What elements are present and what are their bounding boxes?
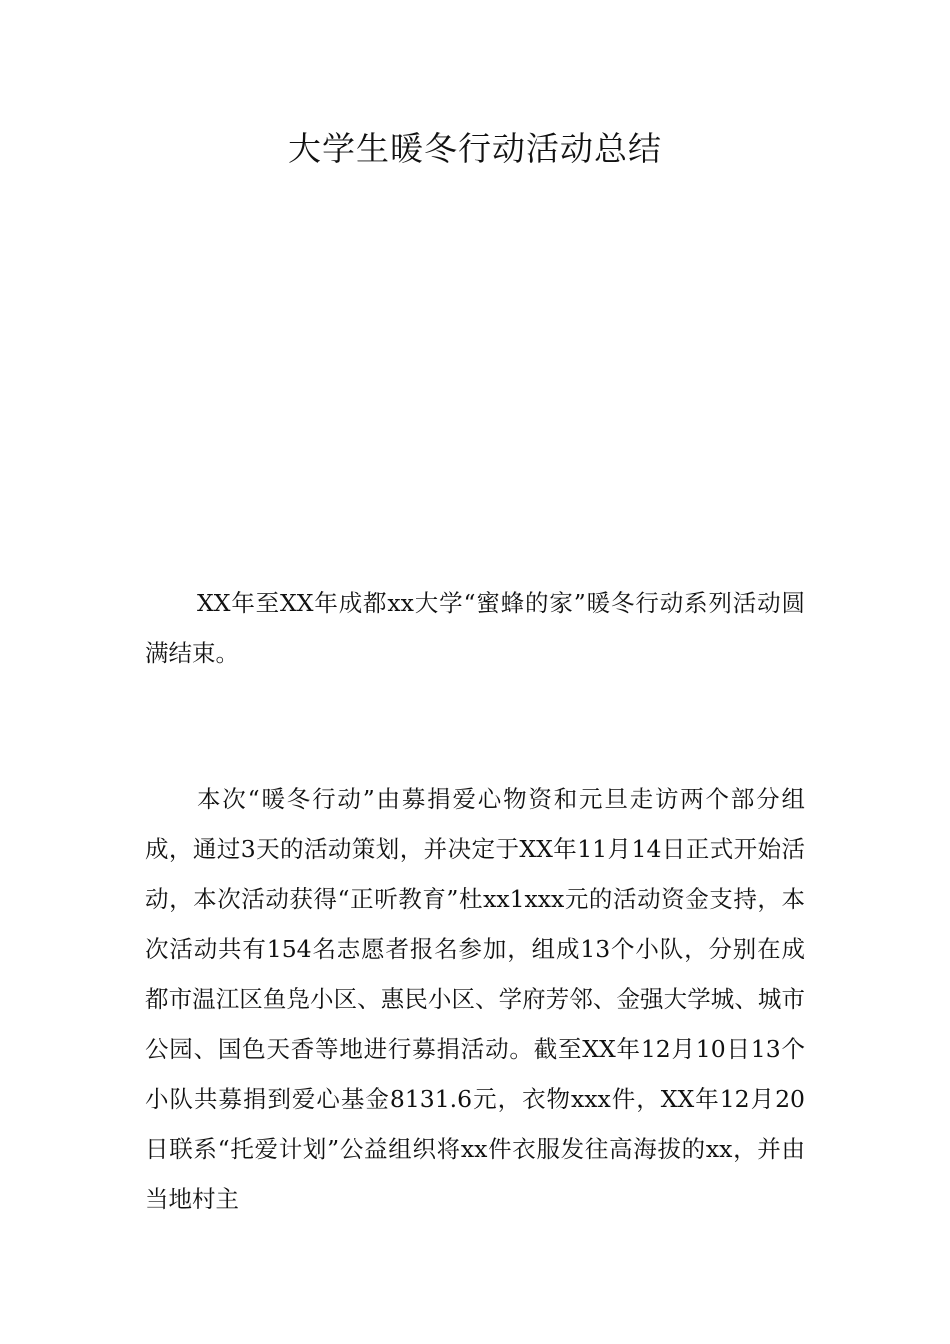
paragraph-details: 本次“暖冬行动”由募捐爱心物资和元旦走访两个部分组成，通过3天的活动策划，并决定于XX年11月14日正式开始活动，本次活动获得“正听教育”杜xx1xxx元的活动资金支持，本次活动共有154名志愿者报名参加，组成13个小队，分别在成都市温江区鱼凫小区、惠民小区、学府芳邻、金强大学城、城市公园、国色天香等地进行募捐活动。截至XX年12月10日13个小队共募捐到爱心基金8131.6元，衣物xxx件，XX年12月20日联系“托爱计划”公益组织将xx件衣服发往高海拔的xx，并由当地村主 [145, 785, 805, 1213]
document-title: 大学生暖冬行动活动总结 [288, 129, 662, 168]
paragraph-intro: XX年至XX年成都xx大学“蜜蜂的家”暖冬行动系列活动圆满结束。 [145, 589, 805, 667]
